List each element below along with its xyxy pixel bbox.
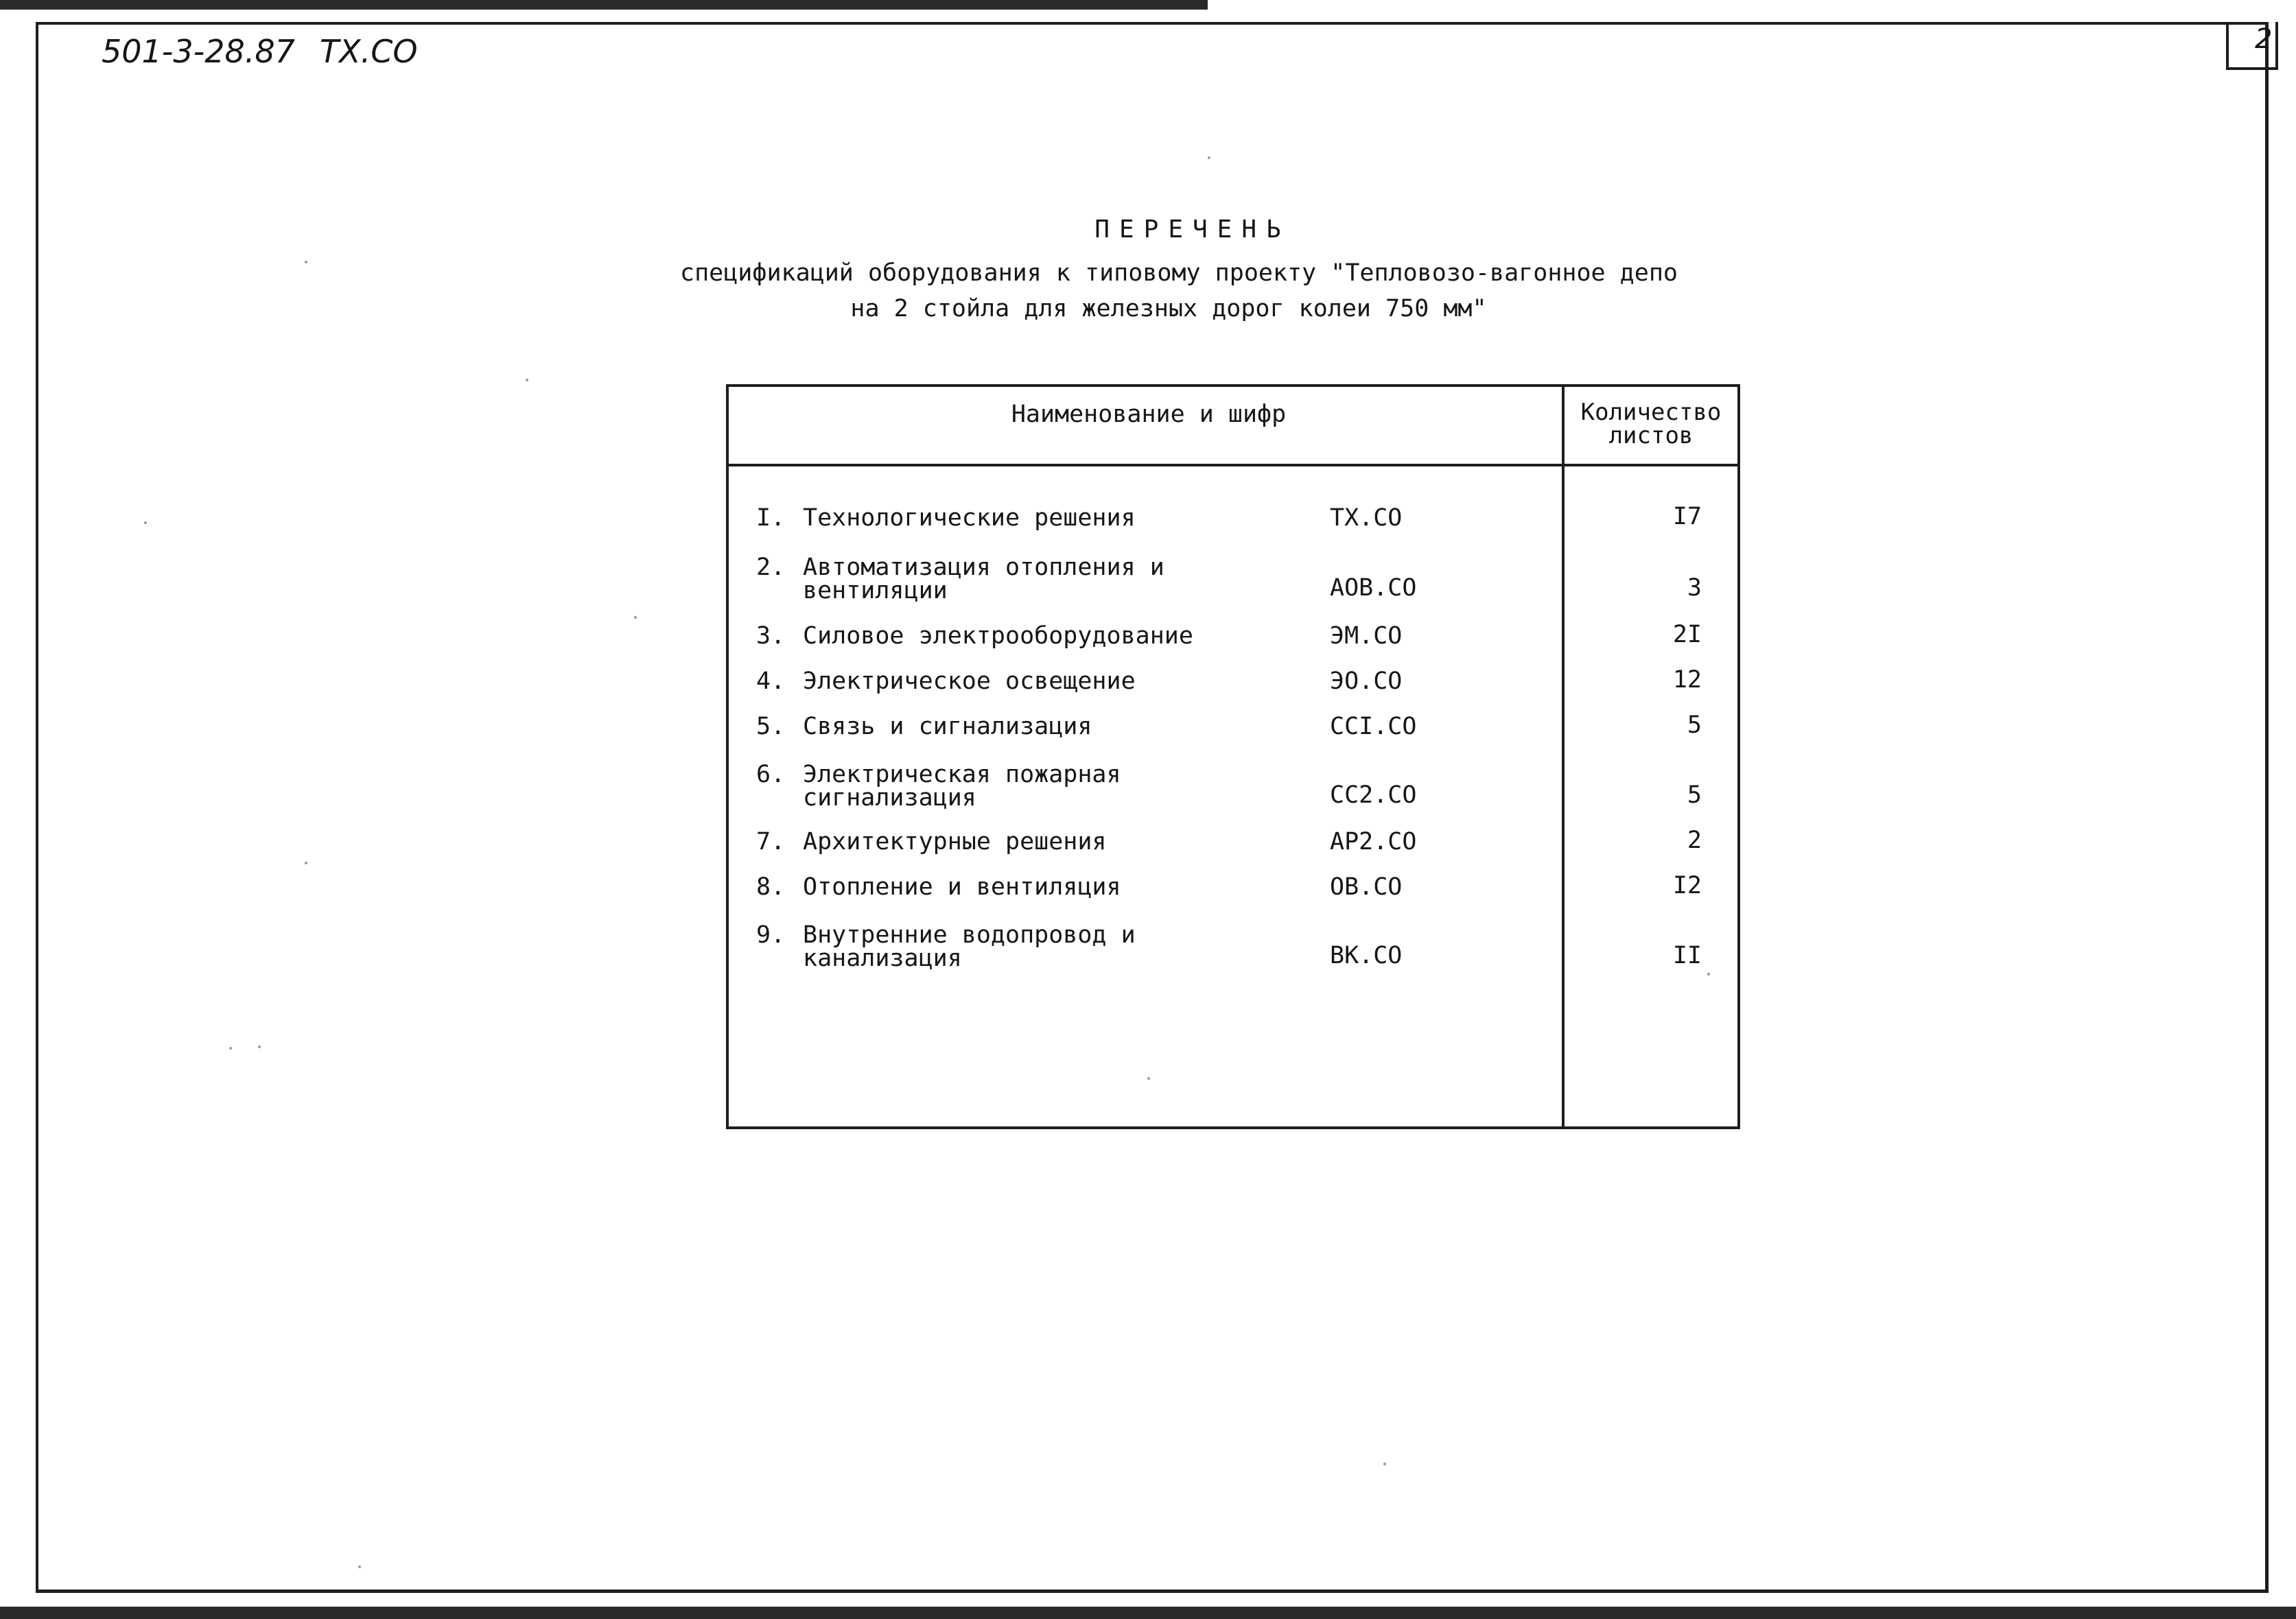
row-name	[803, 830, 1324, 853]
scan-speck	[1383, 1463, 1386, 1465]
row-name-line1: Электрическая пожарная	[803, 761, 1121, 788]
row-code: ОВ.СО	[1330, 873, 1403, 901]
scan-speck	[1707, 973, 1710, 976]
specification-table	[726, 384, 1740, 1129]
row-sheets: I2	[1672, 872, 1702, 899]
row-code: АР2.СО	[1330, 828, 1417, 855]
row-sheets: 5	[1687, 781, 1702, 809]
row-name-line1: Связь и сигнализация	[803, 713, 1092, 740]
row-name	[803, 556, 1324, 602]
row-name-line2: вентиляции	[803, 577, 948, 604]
scan-speck	[1208, 156, 1210, 159]
row-name-line1: Технологические решения	[803, 504, 1136, 532]
row-name-line1: Автоматизация отопления и	[803, 554, 1164, 581]
row-number: 9.	[756, 921, 786, 949]
scan-speck	[305, 261, 307, 263]
row-sheets: 3	[1687, 574, 1702, 602]
row-number: 4.	[756, 667, 786, 695]
scan-speck	[526, 379, 528, 381]
scan-speck	[305, 862, 307, 864]
row-name-line1: Архитектурные решения	[803, 828, 1107, 855]
row-sheets: 2I	[1672, 621, 1702, 648]
section-mark: ТХ.СО	[320, 33, 418, 70]
column-header-name: Наименование и шифр	[1011, 401, 1287, 428]
row-name-line1: Силовое электрооборудование	[803, 622, 1193, 650]
row-sheets: 2	[1687, 827, 1702, 854]
scan-speck	[144, 521, 147, 524]
row-name	[803, 506, 1324, 530]
row-name	[803, 875, 1324, 899]
header-divider	[729, 464, 1737, 466]
row-code: ЭМ.СО	[1330, 622, 1403, 650]
row-name-line2: канализация	[803, 945, 962, 972]
scan-edge-top	[0, 0, 1208, 10]
row-code: ТХ.СО	[1330, 504, 1403, 532]
row-code: АОВ.СО	[1330, 574, 1417, 602]
row-name	[803, 624, 1324, 648]
row-number: I.	[756, 504, 786, 532]
row-number: 3.	[756, 622, 786, 650]
subtitle-line-2: на 2 стойла для железных дорог колеи 750 мм"	[850, 295, 1487, 322]
row-name-line2: сигнализация	[803, 784, 976, 812]
column-divider	[1562, 387, 1565, 1126]
row-sheets: I7	[1672, 503, 1702, 530]
scan-speck	[634, 616, 637, 619]
scan-edge-bottom	[0, 1607, 2296, 1619]
row-number: 2.	[756, 554, 786, 581]
row-number: 7.	[756, 828, 786, 855]
row-sheets: 5	[1687, 711, 1702, 739]
subtitle-line-1: спецификаций оборудования к типовому проекту "Тепловозо-вагонное депо	[680, 259, 1678, 287]
column-header-count	[1565, 401, 1737, 447]
row-name-line1: Электрическое освещение	[803, 667, 1136, 695]
document-code: 501-3-28.87	[102, 33, 295, 70]
row-sheets: II	[1672, 942, 1702, 969]
row-name	[803, 667, 1324, 695]
row-code: ЭО.СО	[1330, 667, 1403, 695]
column-header-count-line1: Количество	[1580, 399, 1722, 426]
row-number: 8.	[756, 873, 786, 901]
row-code: ССI.СО	[1330, 713, 1417, 740]
scan-speck	[229, 1047, 232, 1050]
row-name	[803, 923, 1324, 970]
row-number: 6.	[756, 761, 786, 788]
row-code: СС2.СО	[1330, 781, 1417, 809]
column-header-count-line2: листов	[1608, 422, 1694, 449]
sheet-number: 2	[2255, 23, 2273, 55]
row-name	[803, 715, 1324, 738]
document-title: ПЕРЕЧЕНЬ	[1094, 215, 1291, 244]
scan-speck	[258, 1045, 261, 1048]
row-name	[803, 763, 1324, 810]
row-sheets: 12	[1672, 666, 1702, 694]
row-name-line1: Отопление и вентиляция	[803, 873, 1121, 901]
scan-speck	[1147, 1077, 1150, 1080]
row-number: 5.	[756, 713, 786, 740]
row-code: ВК.СО	[1330, 942, 1403, 969]
row-name-line1: Внутренние водопровод и	[803, 921, 1136, 949]
scan-speck	[358, 1565, 361, 1568]
